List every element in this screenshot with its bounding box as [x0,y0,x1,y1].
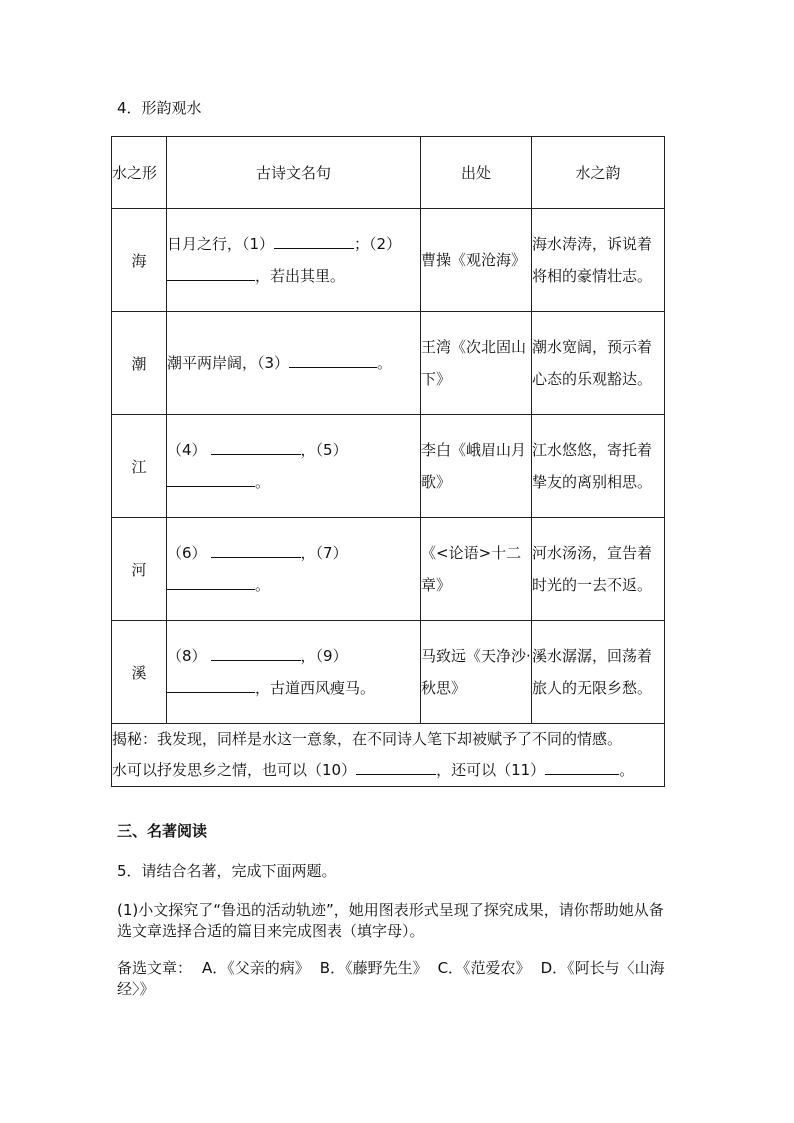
charm-cell: 潮水宽阔，预示着心态的乐观豁达。 [532,312,665,415]
verse-text: ，（9） [300,647,348,665]
verse-text: 潮平两岸阔，（3） [167,354,290,372]
table-row-river [112,415,665,518]
water-form-cell: 江 [112,415,167,518]
answer-blank-10[interactable] [356,759,436,775]
water-poem-table [111,136,665,787]
water-form-cell: 河 [112,518,167,621]
table-row-tide [112,312,665,415]
article-options [117,958,677,1000]
option-d: D．《阿长与〈山海经〉》 [117,959,665,998]
answer-blank-5[interactable] [167,471,255,487]
verse-text: ；（2） [354,235,402,253]
option-c: C．《范爱农》 [437,959,531,977]
verse-text: ，（5） [300,441,348,459]
verse-text: （6） [167,544,207,562]
verse-text: 。 [377,354,393,372]
source-cell: 马致远《天净沙·秋思》 [421,621,532,724]
verse-text: （8） [167,647,207,665]
verse-text: ，若出其里。 [255,267,346,285]
source-cell: 《<论语>十二章》 [421,518,532,621]
answer-blank-4[interactable] [211,439,301,455]
charm-cell: 溪水潺潺，回荡着旅人的无限乡愁。 [532,621,665,724]
verse-cell [167,621,421,724]
answer-blank-2[interactable] [167,265,255,281]
verse-text: 日月之行，（1） [167,235,275,253]
reveal-text: 水可以抒发思乡之情，也可以（10） [112,761,357,779]
table-reveal-row [112,724,665,787]
reveal-line-1: 揭秘：我发现，同样是水这一意象，在不同诗人笔下却被赋予了不同的情感。 [112,730,623,748]
table-row-sea [112,209,665,312]
header-water-charm: 水之韵 [532,137,665,209]
charm-cell: 江水悠悠，寄托着挚友的离别相思。 [532,415,665,518]
options-label: 备选文章： [117,959,193,977]
table-header-row [112,137,665,209]
answer-blank-11[interactable] [545,759,619,775]
header-water-form: 水之形 [112,137,167,209]
verse-text: （4） [167,441,207,459]
water-form-cell: 海 [112,209,167,312]
table-row-yellow-river [112,518,665,621]
verse-text: 。 [255,473,271,491]
reveal-text: ，还可以（11） [436,761,546,779]
verse-text: ，古道西风瘦马。 [255,679,376,697]
reveal-cell [112,724,665,787]
table-row-stream [112,621,665,724]
answer-blank-9[interactable] [167,677,255,693]
answer-blank-1[interactable] [274,233,354,249]
answer-blank-8[interactable] [211,645,301,661]
water-form-cell: 潮 [112,312,167,415]
option-b: B．《藤野先生》 [319,959,428,977]
charm-cell: 海水涛涛，诉说着将相的豪情壮志。 [532,209,665,312]
source-cell: 王湾《次北固山下》 [421,312,532,415]
verse-text: 。 [255,576,271,594]
section-3-title: 三、名著阅读 [117,822,208,840]
source-cell: 曹操《观沧海》 [421,209,532,312]
verse-cell [167,518,421,621]
question-4-title: 4．形韵观水 [117,99,202,117]
answer-blank-3[interactable] [289,352,377,368]
header-verse: 古诗文名句 [167,137,421,209]
answer-blank-6[interactable] [211,542,301,558]
source-cell: 李白《峨眉山月歌》 [421,415,532,518]
header-source: 出处 [421,137,532,209]
verse-cell [167,209,421,312]
question-5-task-1: (1)小文探究了“鲁迅的活动轨迹”，她用图表形式呈现了探究成果，请你帮助她从备选文章选择合适的篇目来完成图表（填字母）。 [117,901,664,940]
verse-cell [167,415,421,518]
charm-cell: 河水汤汤，宣告着时光的一去不返。 [532,518,665,621]
answer-blank-7[interactable] [167,574,255,590]
water-form-cell: 溪 [112,621,167,724]
option-a: A．《父亲的病》 [202,959,310,977]
verse-cell [167,312,421,415]
reveal-text: 。 [619,761,635,779]
question-5-stem: 5．请结合名著，完成下面两题。 [117,862,337,880]
verse-text: ，（7） [300,544,348,562]
